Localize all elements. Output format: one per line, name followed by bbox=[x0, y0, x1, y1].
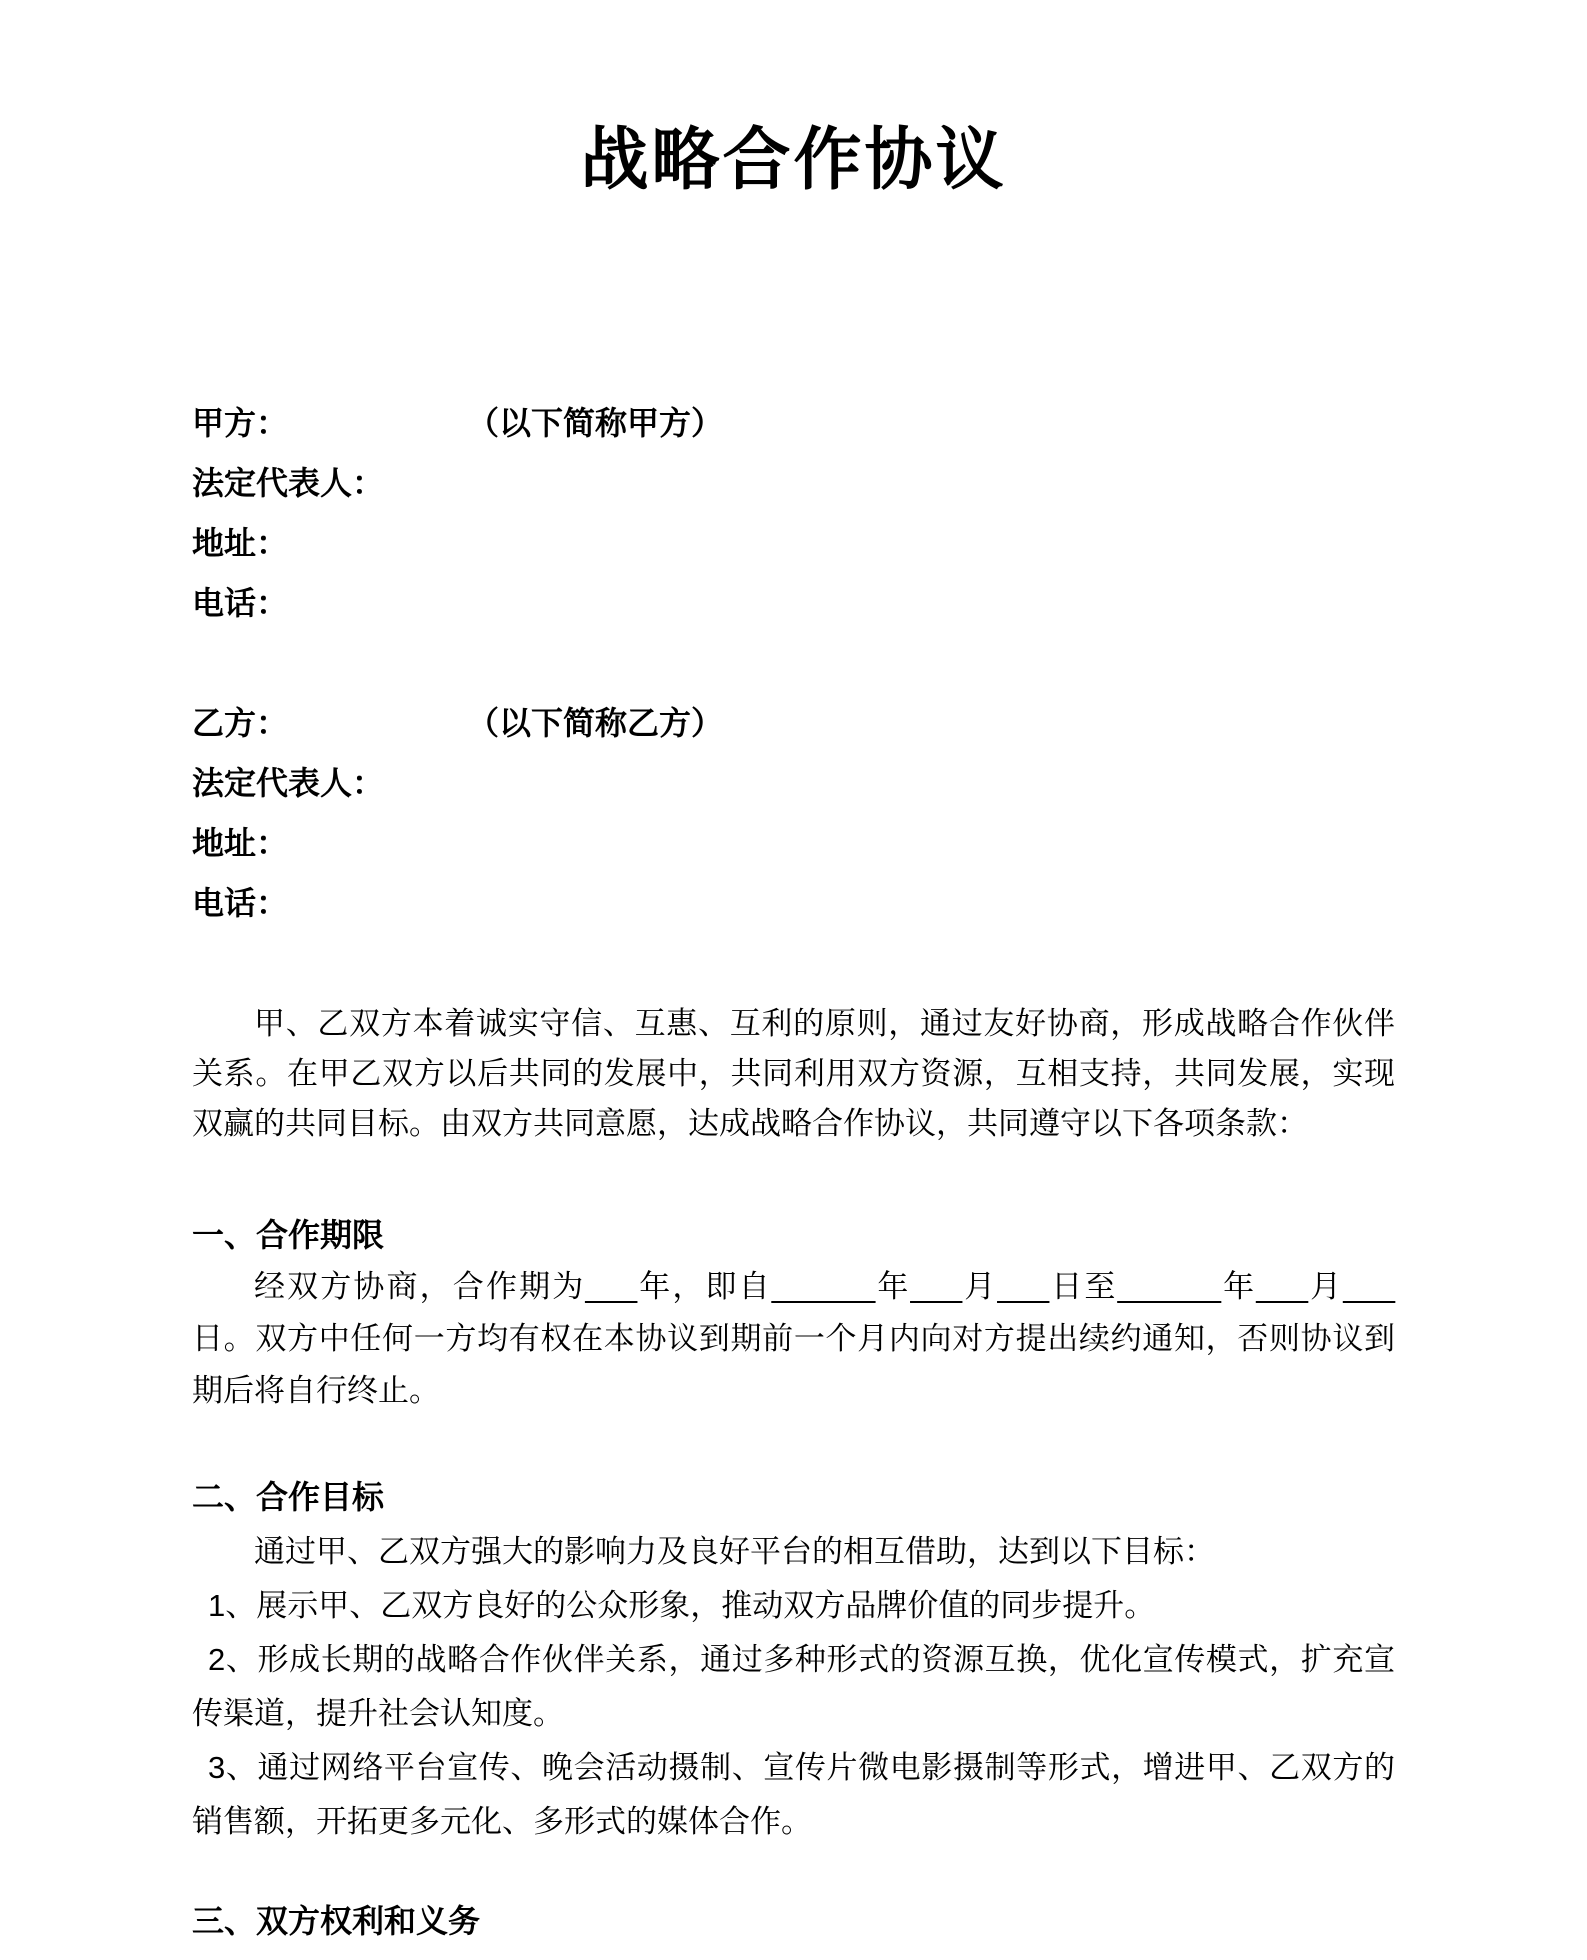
party-a-address-line bbox=[192, 513, 1395, 573]
goal-item-1: 1、展示甲、乙双方良好的公众形象，推动双方品牌价值的同步提升。 bbox=[208, 1588, 1156, 1623]
party-a-name-label: 甲方： bbox=[192, 405, 289, 441]
party-b-name-label: 乙方： bbox=[192, 705, 289, 741]
party-b-phone-line bbox=[192, 873, 1395, 933]
party-b-phone-label: 电话： bbox=[192, 885, 289, 921]
party-a-address-label: 地址： bbox=[192, 525, 289, 561]
document-title: 战略合作协议 bbox=[580, 122, 1007, 198]
party-b-representative-label: 法定代表人： bbox=[192, 765, 385, 801]
party-a-phone-line bbox=[192, 573, 1395, 633]
party-a-phone-label: 电话： bbox=[192, 585, 289, 621]
party-b-name-line bbox=[192, 693, 1395, 753]
section-rights-obligations bbox=[192, 1899, 1395, 1943]
section-cooperation-goals-paragraph: 通过甲、乙双方强大的影响力及良好平台的相互借助，达到以下目标： bbox=[254, 1534, 1215, 1569]
party-a-representative-line bbox=[192, 453, 1395, 513]
party-b-block bbox=[192, 693, 1395, 933]
goal-item-2: 2、形成长期的战略合作伙伴关系，通过多种形式的资源互换，优化宣传模式，扩充宣传渠道，提升社会认知度。 bbox=[192, 1642, 1395, 1731]
section-cooperation-goals-heading: 二、合作目标 bbox=[192, 1479, 385, 1515]
section-cooperation-term bbox=[192, 1213, 1395, 1417]
intro-paragraph: 甲、乙双方本着诚实守信、互惠、互利的原则，通过友好协商，形成战略合作伙伴关系。在甲乙双方以后共同的发展中，共同利用双方资源，互相支持，共同发展，实现双赢的共同目标。由双方共同意愿，达成战略合作协议，共同遵守以下各项条款： bbox=[192, 1006, 1395, 1141]
party-a-block bbox=[192, 393, 1395, 633]
party-a-alias-note: （以下简称甲方） bbox=[467, 405, 724, 441]
party-b-address-label: 地址： bbox=[192, 825, 289, 861]
section-cooperation-goals bbox=[192, 1475, 1395, 1849]
section-rights-obligations-heading: 三、双方权利和义务 bbox=[192, 1903, 481, 1939]
section-cooperation-term-heading: 一、合作期限 bbox=[192, 1217, 385, 1253]
party-b-representative-line bbox=[192, 753, 1395, 813]
party-b-address-line bbox=[192, 813, 1395, 873]
party-a-name-line bbox=[192, 393, 1395, 453]
section-cooperation-term-paragraph: 经双方协商，合作期为___年，即自______年___月___日至______年___月___日。双方中任何一方均有权在本协议到期前一个月内向对方提出续约通知，否则协议到期后将自行终止。 bbox=[192, 1269, 1395, 1408]
goal-item-3: 3、通过网络平台宣传、晚会活动摄制、宣传片微电影摄制等形式，增进甲、乙双方的销售额，开拓更多元化、多形式的媒体合作。 bbox=[192, 1750, 1395, 1839]
party-b-alias-note: （以下简称乙方） bbox=[467, 705, 724, 741]
party-a-representative-label: 法定代表人： bbox=[192, 465, 385, 501]
